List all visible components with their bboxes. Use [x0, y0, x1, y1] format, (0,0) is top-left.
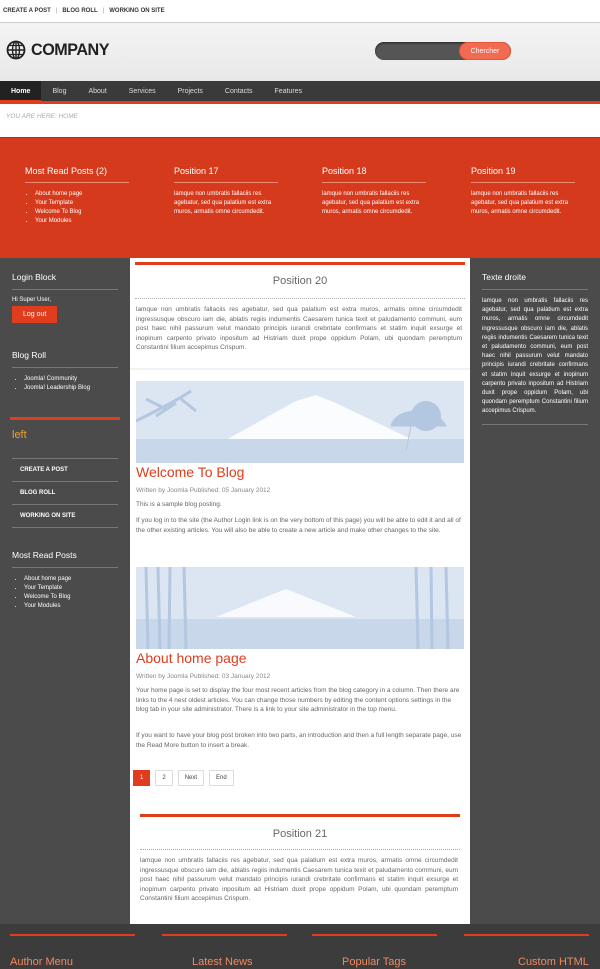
- right-module-title: Texte droite: [482, 272, 588, 290]
- article-paragraph: If you want to have your blog post broken into two parts, an introduction and then a full length separate page, use the Read More button to insert a break.: [136, 732, 462, 749]
- breadcrumb: YOU ARE HERE: HOME: [0, 104, 600, 137]
- divider: [10, 417, 120, 420]
- nav-home[interactable]: Home: [0, 81, 41, 102]
- panel-title: Position 20: [272, 275, 328, 287]
- separator: |: [102, 8, 105, 14]
- most-read-module: [25, 166, 129, 226]
- top-link-create-post[interactable]: CREATE A POST: [3, 8, 51, 14]
- most-read-list: [25, 190, 129, 226]
- site-logo[interactable]: [6, 40, 113, 60]
- list-item[interactable]: • Joomla! Leadership Blog: [24, 384, 118, 393]
- globe-icon: [6, 40, 26, 60]
- left-menu-blog-roll[interactable]: BLOG ROLL: [12, 482, 118, 505]
- blog-roll-list: [12, 375, 118, 393]
- article-meta: Written by Joomla Published: 03 January 2012: [136, 673, 271, 680]
- footer-accent: [10, 934, 135, 936]
- panel-text: lamque non umbratis fallaciis res agebatur, sed qua palatium est extra muros, armatis omne circumdedit ingressusque obscuro iam die, ablatis regiis indumentis Caesarem tunica texit et paludamento communi, eum post haec nihil passurum velut mandato principis iurandi crebritate confirmans et statim inquit exsurge et inopinum carpento privato inpositum ad Histriam duxit prope oppidum Polam, ubi quondam peremptum Constantini filium accepimus Crispum.: [136, 306, 462, 352]
- module-title: Most Read Posts (2): [25, 166, 129, 183]
- panel-accent: [135, 262, 465, 265]
- module-title: Position 17: [174, 166, 278, 183]
- position-17-module: [174, 166, 278, 217]
- search-input[interactable]: [383, 45, 458, 57]
- login-block-title: Login Block: [12, 272, 118, 290]
- most-read-title: Most Read Posts: [12, 550, 118, 568]
- footer-accent: [312, 934, 437, 936]
- left-menu: [12, 458, 118, 528]
- footer-accent: [162, 934, 287, 936]
- panel-text: lamque non umbratis fallaciis res agebatur, sed qua palatium est extra muros, armatis omne circumdedit ingressusque obscuro iam die, ablatis regiis indumentis Caesarem tunica texit et paludamento communi, eum post haec nihil passurum velut mandato principis iurandi crebritate confirmans et statim inquit exsurge et inopinum carpento privato inpositum ad Histriam duxit prope oppidum Polam, ubi quondam peremptum Constantini filium accepimus Crispum.: [140, 857, 458, 903]
- list-item[interactable]: • About home page: [35, 190, 129, 199]
- page-end[interactable]: End: [209, 770, 234, 786]
- left-sidebar: [0, 258, 130, 924]
- article-title[interactable]: About home page: [136, 650, 247, 666]
- top-modules-band: [0, 137, 600, 258]
- article-meta: Written by Joomla Published: 05 January 2012: [136, 487, 271, 494]
- login-greeting: Hi Super User,: [12, 297, 52, 303]
- position-18-module: [322, 166, 426, 217]
- list-item[interactable]: • Your Modules: [24, 602, 118, 611]
- nav-projects[interactable]: Projects: [177, 88, 203, 95]
- list-item[interactable]: • Your Modules: [35, 217, 129, 226]
- page-next[interactable]: Next: [178, 770, 204, 786]
- logout-button[interactable]: Log out: [12, 306, 57, 323]
- most-read-list-left: [12, 575, 118, 611]
- page-2[interactable]: 2: [155, 770, 172, 786]
- panel-title: Position 21: [272, 828, 328, 840]
- logo-text: COMPANY: [31, 40, 110, 59]
- position-20-panel: [130, 258, 470, 368]
- search-box: [375, 42, 511, 60]
- left-module-title: left: [12, 429, 27, 441]
- module-title: Position 18: [322, 166, 426, 183]
- left-menu-working-on-site[interactable]: WORKING ON SITE: [12, 505, 118, 528]
- top-link-working-on-site[interactable]: WORKING ON SITE: [109, 8, 165, 14]
- module-text: lamque non umbratis fallaciis res agebatur, sed qua palatium est extra muros, armatis omne circumdedit.: [471, 191, 569, 215]
- main-nav: [0, 81, 600, 102]
- site-header: [0, 22, 600, 81]
- position-19-module: [471, 166, 575, 217]
- nav-about[interactable]: About: [88, 88, 107, 95]
- top-links-bar: [0, 0, 600, 22]
- list-item[interactable]: • Welcome To Blog: [35, 208, 129, 217]
- footer: [0, 924, 600, 969]
- article-title[interactable]: Welcome To Blog: [136, 464, 245, 480]
- right-module-text: lamque non umbratis fallaciis res agebatur, sed qua palatium est extra muros, armatis omne circumdedit ingressusque obscuro iam die, ablatis regiis indumentis Caesarem tunica texit et paludamento communi, eum post haec nihil passurum velut mandato principis iurandi crebritate confirmans et statim inquit exsurge et inopinum carpento privato inpositum ad Histriam duxit prope oppidum Polam, ubi quondam peremptum Constantini filium accepimus Crispum.: [482, 297, 588, 425]
- module-text: lamque non umbratis fallaciis res agebatur, sed qua palatium est extra muros, armatis omne circumdedit.: [322, 191, 420, 215]
- nav-features[interactable]: Features: [274, 88, 303, 95]
- list-item[interactable]: • Your Template: [35, 199, 129, 208]
- position-21-panel: [130, 804, 470, 924]
- module-title: Position 19: [471, 166, 575, 183]
- divider: [140, 849, 460, 850]
- top-link-blog-roll[interactable]: BLOG ROLL: [62, 8, 98, 14]
- article-paragraph: If you log in to the site (the Author Login link is on the very bottom of this page) you will be able to edit it and all of the other existing articles. You will also be able to create a new article and make other changes to the site.: [136, 517, 461, 534]
- footer-popular-tags-title: Popular Tags: [342, 956, 407, 968]
- blog-roll-title: Blog Roll: [12, 350, 118, 368]
- page-1[interactable]: 1: [133, 770, 150, 786]
- footer-custom-html-title: Custom HTML: [518, 956, 589, 968]
- panel-accent: [140, 814, 460, 817]
- article-image-mountain: [136, 381, 464, 463]
- divider: [135, 298, 465, 299]
- right-sidebar: [470, 258, 600, 924]
- list-item[interactable]: • Joomla! Community: [24, 375, 118, 384]
- article-paragraph: This is a sample blog posting.: [136, 501, 222, 508]
- article-image-bamboo: [136, 567, 464, 649]
- footer-author-menu-title: Author Menu: [10, 956, 73, 968]
- footer-accent: [464, 934, 589, 936]
- list-item[interactable]: • Welcome To Blog: [24, 593, 118, 602]
- main-content: [130, 258, 470, 924]
- list-item[interactable]: • Your Template: [24, 584, 118, 593]
- list-item[interactable]: • About home page: [24, 575, 118, 584]
- article-paragraph: Your home page is set to display the four most recent articles from the blog category in a column. Then there are links to the 4 nest oldest articles. You can change those numbers by editing the content options settings in the blog tab in your site administrator. There is a link to your site administrator in the top menu.: [136, 687, 460, 714]
- nav-contacts[interactable]: Contacts: [224, 88, 253, 95]
- pagination: [133, 770, 234, 786]
- search-button[interactable]: Chercher: [459, 42, 511, 60]
- nav-services[interactable]: Services: [128, 88, 156, 95]
- module-text: lamque non umbratis fallaciis res agebatur, sed qua palatium est extra muros, armatis omne circumdedit.: [174, 191, 272, 215]
- left-menu-create-post[interactable]: CREATE A POST: [12, 459, 118, 482]
- nav-blog[interactable]: Blog: [52, 88, 67, 95]
- separator: |: [55, 8, 58, 14]
- footer-latest-news-title: Latest News: [192, 956, 253, 968]
